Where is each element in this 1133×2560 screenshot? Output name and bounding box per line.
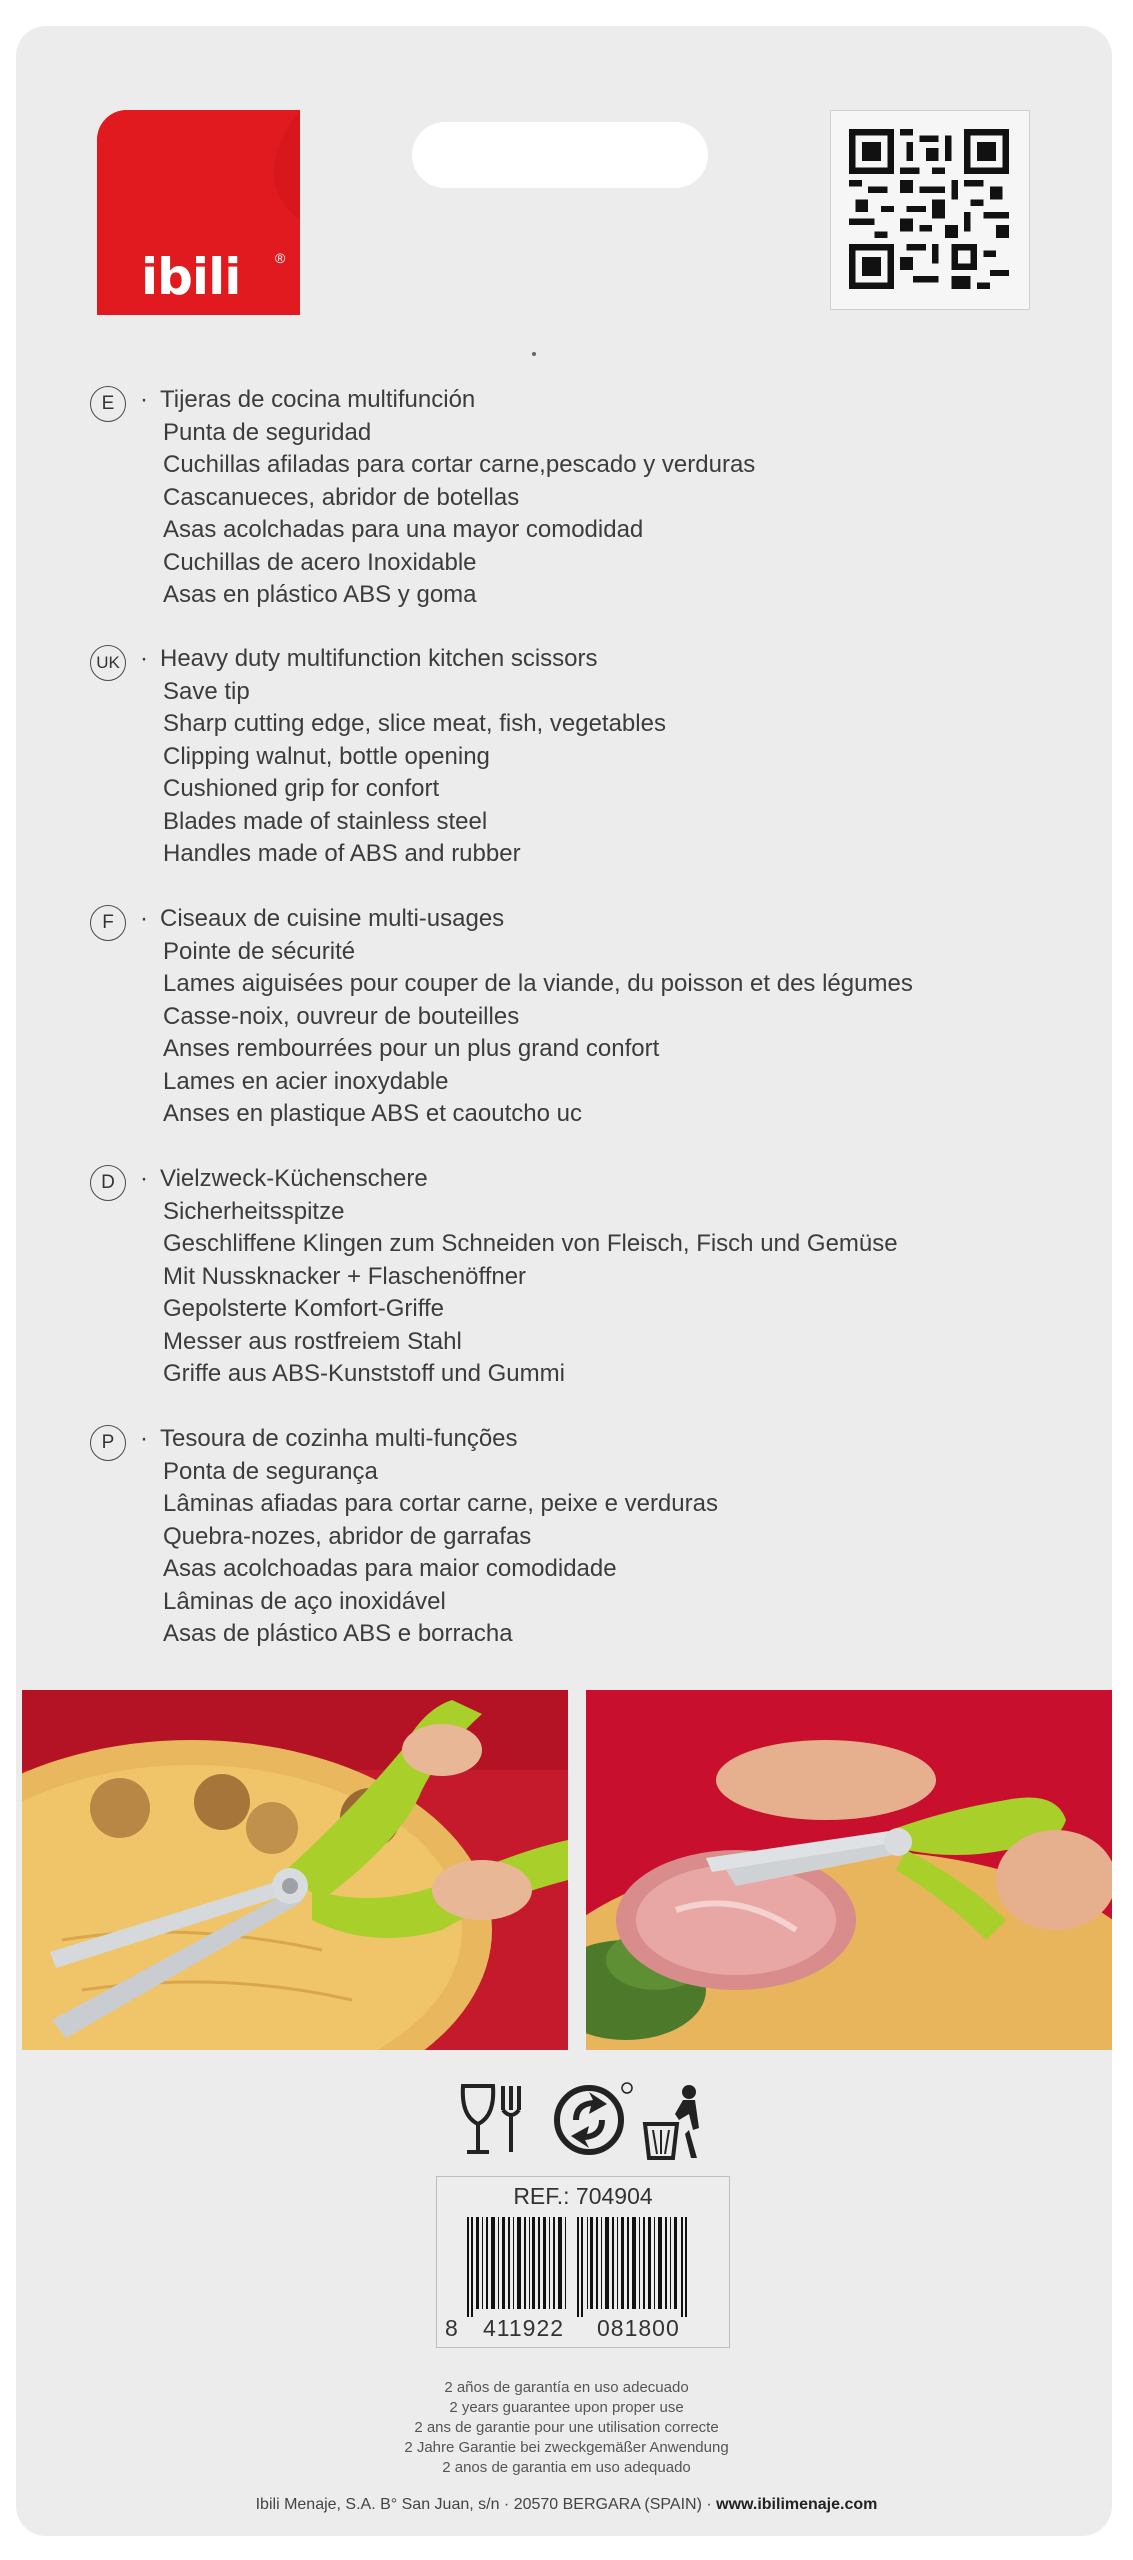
feature-line: Blades made of stainless steel: [163, 807, 488, 835]
recycle-icon: [557, 2083, 632, 2152]
barcode-digits-right: 081800: [597, 2315, 680, 2341]
feature-line: Save tip: [163, 677, 250, 705]
barcode-digit-first: 8: [445, 2315, 459, 2341]
feature-line: Gepolsterte Komfort-Griffe: [163, 1295, 444, 1322]
section-english: [90, 643, 1070, 873]
feature-line: Cuchillas afiladas para cortar carne,pescado y verduras: [163, 451, 756, 478]
feature-line: Sicherheitsspitze: [163, 1197, 345, 1225]
section-portuguese: [90, 1423, 1070, 1653]
guarantee-line: 2 años de garantía en uso adecuado: [444, 2379, 689, 2396]
symbol-row: [455, 2080, 715, 2160]
website-link[interactable]: www.ibilimenaje.com: [716, 2496, 878, 2513]
section-french: [90, 903, 1070, 1133]
feature-line: · Ciseaux de cuisine multi-usages: [140, 903, 913, 936]
feature-line: Asas acolchadas para una mayor comodidad: [163, 516, 644, 543]
feature-line: Lâminas afiadas para cortar carne, peixe e verduras: [163, 1490, 718, 1517]
brand-logo: [97, 110, 300, 315]
feature-line: Punta de seguridad: [163, 418, 372, 446]
feature-line: · Tesoura de cozinha multi-funções: [140, 1423, 718, 1456]
guarantee-text: [0, 2378, 1133, 2478]
brand-name: ibili: [141, 248, 241, 306]
feature-line: Geschliffene Klingen zum Schneiden von Fleisch, Fisch und Gemüse: [163, 1230, 898, 1257]
feature-line: Casse-noix, ouvreur de bouteilles: [163, 1002, 520, 1030]
lang-badge: D: [90, 1165, 126, 1201]
company-address: Ibili Menaje, S.A. B° San Juan, s/n · 20570 BERGARA (SPAIN) ·: [255, 2496, 717, 2513]
guarantee-line: 2 anos de garantia em uso adequado: [442, 2459, 691, 2476]
feature-line: Lames en acier inoxydable: [163, 1067, 449, 1095]
photo-nutcracker: [22, 1690, 568, 2050]
feature-line: Lames aiguisées pour couper de la viande, du poisson et des légumes: [163, 970, 913, 997]
section-spanish: [90, 384, 1070, 614]
feature-line: Clipping walnut, bottle opening: [163, 742, 490, 770]
guarantee-line: 2 ans de garantie pour une utilisation correcte: [414, 2419, 719, 2436]
barcode-digits-left: 411922: [483, 2315, 565, 2341]
feature-line: · Vielzweck-Küchenschere: [140, 1163, 898, 1196]
feature-line: Cascanueces, abridor de botellas: [163, 483, 520, 511]
feature-line: Handles made of ABS and rubber: [163, 840, 521, 867]
guarantee-line: 2 Jahre Garantie bei zweckgemäßer Anwendung: [404, 2439, 729, 2456]
feature-line: Lâminas de aço inoxidável: [163, 1587, 446, 1615]
barcode-panel: [436, 2176, 730, 2348]
lang-badge: E: [90, 386, 126, 422]
lang-badge: P: [90, 1425, 126, 1461]
section-german: [90, 1163, 1070, 1393]
feature-line: Cuchillas de acero Inoxidable: [163, 548, 477, 576]
company-footer: [0, 2496, 1133, 2514]
feature-line: Quebra-nozes, abridor de garrafas: [163, 1522, 532, 1550]
hang-hole: [412, 122, 708, 188]
feature-line: Asas acolchoadas para maior comodidade: [163, 1555, 617, 1582]
barcode: [459, 2217, 709, 2317]
feature-line: · Tijeras de cocina multifunción: [140, 384, 755, 417]
feature-line: Messer aus rostfreiem Stahl: [163, 1327, 462, 1355]
feature-line: · Heavy duty multifunction kitchen scissors: [140, 643, 666, 676]
feature-line: Ponta de segurança: [163, 1457, 378, 1485]
feature-line: Anses rembourrées pour un plus grand confort: [163, 1035, 660, 1062]
tidyman-bin-icon: [645, 2085, 699, 2158]
registered-mark: ®: [275, 250, 286, 266]
photo-cutting-meat: [586, 1690, 1112, 2050]
print-dot: [532, 352, 536, 356]
feature-line: Cushioned grip for confort: [163, 775, 440, 802]
feature-line: Sharp cutting edge, slice meat, fish, vegetables: [163, 710, 666, 737]
feature-line: Mit Nussknacker + Flaschenöffner: [163, 1262, 527, 1290]
reference-number: REF.: 704904: [513, 2183, 653, 2209]
feature-line: Asas de plástico ABS e borracha: [163, 1620, 513, 1647]
lang-badge: F: [90, 905, 126, 941]
feature-line: Pointe de sécurité: [163, 937, 356, 965]
guarantee-line: 2 years guarantee upon proper use: [449, 2399, 684, 2416]
feature-line: Griffe aus ABS-Kunststoff und Gummi: [163, 1360, 565, 1387]
food-safe-icon: [463, 2086, 519, 2152]
lang-badge: UK: [90, 645, 126, 681]
feature-line: Anses en plastique ABS et caoutcho uc: [163, 1100, 582, 1127]
qr-code: [830, 110, 1030, 310]
feature-line: Asas en plástico ABS y goma: [163, 581, 477, 608]
